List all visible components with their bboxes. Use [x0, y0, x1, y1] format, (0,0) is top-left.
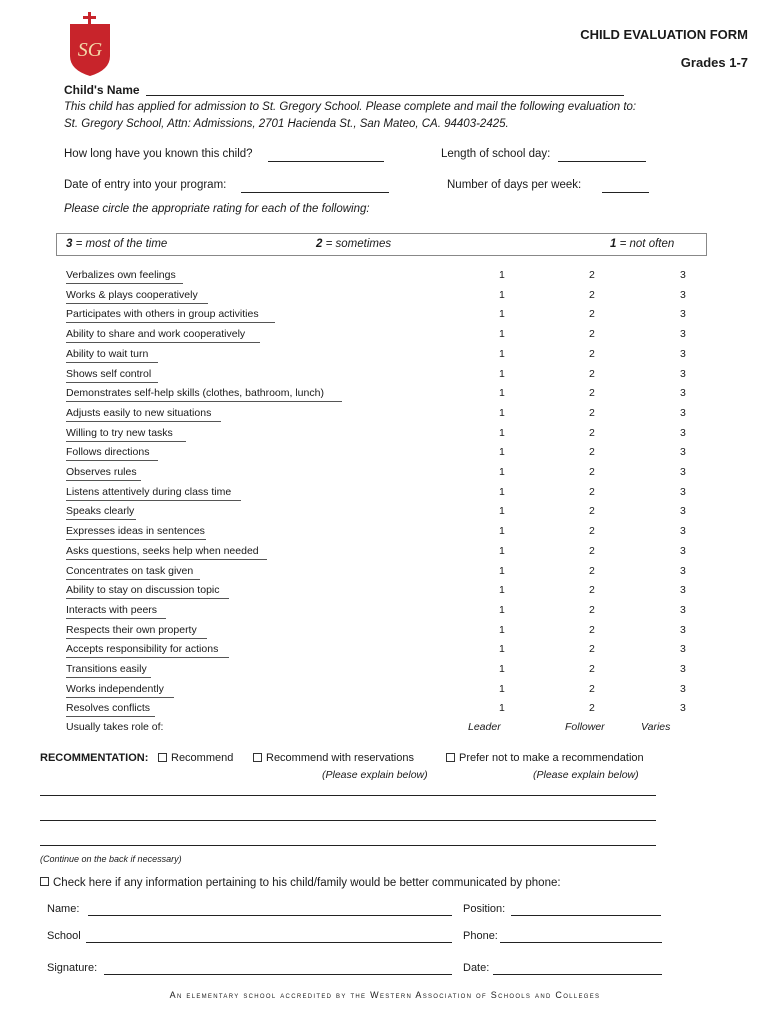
rating-item-label: Resolves conflicts [66, 702, 151, 715]
rating-item-underline [66, 539, 206, 540]
rating-option-1[interactable]: 1 [499, 367, 505, 380]
rating-option-3[interactable]: 3 [680, 564, 686, 577]
rating-row [66, 484, 686, 503]
rating-row [66, 681, 686, 700]
rating-option-3[interactable]: 3 [680, 544, 686, 557]
phone-label: Phone: [463, 930, 498, 942]
rating-legend [56, 233, 707, 256]
rating-item-underline [66, 322, 275, 323]
days-week-label: Number of days per week: [447, 179, 582, 191]
rating-option-2[interactable]: 2 [589, 702, 595, 715]
rating-option-1[interactable]: 1 [499, 643, 505, 656]
rating-option-2[interactable]: 2 [589, 406, 595, 419]
rating-option-3[interactable]: 3 [680, 269, 686, 281]
phone-field[interactable] [500, 942, 662, 943]
rating-row [66, 287, 686, 306]
rating-item-underline [66, 638, 207, 639]
rating-item-label: Verbalizes own feelings [66, 269, 176, 281]
rating-option-3[interactable]: 3 [680, 347, 686, 360]
rating-option-1[interactable]: 1 [499, 446, 505, 459]
rating-item-label: Interacts with peers [66, 603, 158, 616]
intro-line-2: St. Gregory School, Attn: Admissions, 2701 Hacienda St., San Mateo, CA. 94403-2425. [64, 118, 509, 130]
days-week-field[interactable] [602, 192, 649, 193]
rating-option-2[interactable]: 2 [589, 387, 595, 400]
recommend-option[interactable]: Recommend [158, 752, 233, 764]
rating-option-1[interactable]: 1 [499, 544, 505, 557]
intro-text [64, 99, 636, 133]
rating-option-3[interactable]: 3 [680, 525, 686, 538]
rating-option-2[interactable]: 2 [589, 584, 595, 597]
role-label: Usually takes role of: [66, 721, 164, 733]
rating-item-underline [66, 382, 158, 383]
rating-row [66, 622, 686, 641]
rating-row [66, 523, 686, 542]
rating-item-label: Observes rules [66, 466, 137, 478]
signature-field[interactable] [104, 974, 452, 975]
rating-item-underline [66, 559, 267, 560]
rating-row [66, 503, 686, 522]
explain-note-2: (Please explain below) [533, 769, 639, 781]
role-varies[interactable]: Varies [641, 721, 671, 733]
rating-item-label: Accepts responsibility for actions [66, 643, 219, 656]
form-title: CHILD EVALUATION FORM [580, 27, 748, 42]
school-field[interactable] [86, 942, 452, 943]
how-long-field[interactable] [268, 161, 384, 162]
rating-option-3[interactable]: 3 [680, 663, 686, 675]
legend-2: 2 = sometimes [316, 238, 392, 250]
rating-option-2[interactable]: 2 [589, 505, 595, 518]
rating-option-2[interactable]: 2 [589, 269, 595, 281]
rating-option-2[interactable]: 2 [589, 643, 595, 656]
rating-row [66, 267, 686, 286]
legend-3: 3 = most of the time [66, 238, 168, 250]
rating-row [66, 661, 686, 680]
rating-item-underline [66, 519, 136, 520]
rating-row [66, 700, 686, 719]
rating-row [66, 543, 686, 562]
rating-option-3[interactable]: 3 [680, 406, 686, 419]
rating-option-2[interactable]: 2 [589, 466, 595, 478]
continue-note: (Continue on the back if necessary) [40, 854, 182, 864]
explain-note-1: (Please explain below) [322, 769, 428, 781]
school-logo [66, 12, 114, 80]
intro-line-1: This child has applied for admission to St. Gregory School. Please complete and mail the following evaluation to: [64, 101, 637, 113]
rating-item-underline [66, 283, 183, 284]
recommend-reservations-option[interactable]: Recommend with reservations [253, 752, 414, 764]
rating-item-label: Listens attentively during class time [66, 485, 232, 498]
rating-option-3[interactable]: 3 [680, 426, 686, 439]
rating-row [66, 425, 686, 444]
rating-option-1[interactable]: 1 [499, 269, 505, 281]
rating-option-3[interactable]: 3 [680, 387, 686, 400]
rating-option-2[interactable]: 2 [589, 328, 595, 341]
rating-option-3[interactable]: 3 [680, 367, 686, 380]
checkbox-icon[interactable] [158, 753, 167, 762]
rating-option-2[interactable]: 2 [589, 367, 595, 380]
rating-option-1[interactable]: 1 [499, 426, 505, 439]
rating-item-label: Concentrates on task given [66, 564, 194, 577]
rating-item-underline [66, 441, 186, 442]
rating-item-underline [66, 618, 166, 619]
rating-item-underline [66, 460, 158, 461]
rating-option-1[interactable]: 1 [499, 682, 505, 695]
rating-item-label: Asks questions, seeks help when needed [66, 544, 259, 557]
rating-option-3[interactable]: 3 [680, 623, 686, 636]
rating-option-2[interactable]: 2 [589, 347, 595, 360]
rating-item-label: Works independently [66, 682, 164, 695]
rating-row [66, 405, 686, 424]
rating-option-3[interactable]: 3 [680, 505, 686, 518]
rating-item-label: Respects their own property [66, 623, 197, 636]
rating-option-3[interactable]: 3 [680, 603, 686, 616]
rating-option-2[interactable]: 2 [589, 564, 595, 577]
rating-option-2[interactable]: 2 [589, 485, 595, 498]
explanation-line-2[interactable] [40, 820, 656, 821]
rating-option-2[interactable]: 2 [589, 288, 595, 301]
rating-option-3[interactable]: 3 [680, 643, 686, 656]
role-follower[interactable]: Follower [565, 721, 605, 733]
rating-row [66, 385, 686, 404]
rating-option-1[interactable]: 1 [499, 525, 505, 538]
how-long-label: How long have you known this child? [64, 148, 253, 160]
length-day-field[interactable] [558, 161, 646, 162]
child-name-field[interactable] [146, 95, 624, 96]
rating-option-3[interactable]: 3 [680, 308, 686, 321]
rating-item-underline [66, 716, 155, 717]
rating-row [66, 641, 686, 660]
rating-option-1[interactable]: 1 [499, 485, 505, 498]
checkbox-icon[interactable] [446, 753, 455, 762]
rating-option-3[interactable]: 3 [680, 328, 686, 341]
rating-item-underline [66, 342, 260, 343]
accreditation-footer: An elementary school accredited by the Western Association of Schools and Colleges [169, 990, 601, 1000]
date-entry-label: Date of entry into your program: [64, 179, 227, 191]
rating-item-label: Works & plays cooperatively [66, 288, 198, 301]
rating-item-underline [66, 362, 158, 363]
position-label: Position: [463, 903, 506, 915]
rating-item-label: Ability to stay on discussion topic [66, 584, 220, 597]
rating-option-2[interactable]: 2 [589, 446, 595, 459]
rating-row [66, 602, 686, 621]
role-leader[interactable]: Leader [468, 721, 501, 733]
rating-item-underline [66, 421, 221, 422]
rating-option-1[interactable]: 1 [499, 466, 505, 478]
position-field[interactable] [511, 915, 661, 916]
rating-item-underline [66, 480, 141, 481]
rating-option-2[interactable]: 2 [589, 544, 595, 557]
rating-option-3[interactable]: 3 [680, 702, 686, 715]
length-day-label: Length of school day: [441, 148, 551, 160]
rating-option-2[interactable]: 2 [589, 525, 595, 538]
rating-item-label: Willing to try new tasks [66, 426, 173, 439]
rating-option-1[interactable]: 1 [499, 328, 505, 341]
rating-row [66, 444, 686, 463]
rating-option-2[interactable]: 2 [589, 663, 595, 675]
name-field[interactable] [88, 915, 452, 916]
rating-row [66, 464, 686, 483]
rating-item-underline [66, 677, 151, 678]
rating-option-1[interactable]: 1 [499, 505, 505, 518]
rating-option-2[interactable]: 2 [589, 623, 595, 636]
rating-option-1[interactable]: 1 [499, 288, 505, 301]
phone-checkbox-row[interactable]: Check here if any information pertaining to his child/family would be better communicated by phone: [40, 877, 561, 889]
rating-option-1[interactable]: 1 [499, 347, 505, 360]
name-label: Name: [47, 903, 80, 915]
rating-item-label: Expresses ideas in sentences [66, 525, 205, 538]
recommendation-label: RECOMMENTATION: [40, 752, 149, 764]
rating-option-3[interactable]: 3 [680, 446, 686, 459]
rating-option-3[interactable]: 3 [680, 466, 686, 478]
school-label: School [47, 930, 81, 942]
rating-option-1[interactable]: 1 [499, 702, 505, 715]
explanation-line-3[interactable] [40, 845, 656, 846]
rating-item-underline [66, 303, 208, 304]
rating-option-3[interactable]: 3 [680, 682, 686, 695]
checkbox-icon[interactable] [253, 753, 262, 762]
rating-item-underline [66, 401, 342, 402]
rating-option-1[interactable]: 1 [499, 663, 505, 675]
no-recommendation-option[interactable]: Prefer not to make a recommendation [446, 752, 644, 764]
rating-item-underline [66, 697, 174, 698]
rating-option-1[interactable]: 1 [499, 406, 505, 419]
rating-item-label: Shows self control [66, 367, 152, 380]
rating-option-1[interactable]: 1 [499, 603, 505, 616]
rating-option-3[interactable]: 3 [680, 584, 686, 597]
rating-option-3[interactable]: 3 [680, 288, 686, 301]
rating-option-1[interactable]: 1 [499, 308, 505, 321]
rating-row [66, 366, 686, 385]
rating-option-1[interactable]: 1 [499, 387, 505, 400]
rating-row [66, 326, 686, 345]
grades-label: Grades 1-7 [680, 55, 748, 70]
rating-row [66, 306, 686, 325]
rating-option-2[interactable]: 2 [589, 682, 595, 695]
rating-item-label: Transitions easily [66, 663, 147, 675]
rating-option-2[interactable]: 2 [589, 308, 595, 321]
rating-option-1[interactable]: 1 [499, 623, 505, 636]
rating-option-3[interactable]: 3 [680, 485, 686, 498]
rating-item-underline [66, 598, 229, 599]
rating-option-1[interactable]: 1 [499, 564, 505, 577]
rating-item-label: Follows directions [66, 446, 150, 459]
rating-item-label: Participates with others in group activities [66, 308, 259, 321]
rating-item-label: Demonstrates self-help skills (clothes, bathroom, lunch) [66, 387, 324, 400]
rating-item-label: Ability to share and work cooperatively [66, 328, 246, 341]
rating-row [66, 582, 686, 601]
rating-row [66, 563, 686, 582]
date-field[interactable] [493, 974, 662, 975]
rating-item-underline [66, 579, 200, 580]
rating-item-label: Ability to wait turn [66, 347, 149, 360]
rating-item-underline [66, 657, 229, 658]
checkbox-icon[interactable] [40, 877, 49, 886]
rating-row [66, 346, 686, 365]
logo-monogram: SG [77, 39, 103, 61]
rating-option-2[interactable]: 2 [589, 426, 595, 439]
explanation-line-1[interactable] [40, 795, 656, 796]
child-name-label: Child's Name [64, 83, 140, 97]
rating-item-underline [66, 500, 241, 501]
rating-item-label: Adjusts easily to new situations [66, 406, 212, 419]
date-label: Date: [463, 962, 490, 974]
signature-label: Signature: [47, 962, 98, 974]
circle-instruction: Please circle the appropriate rating for each of the following: [64, 203, 370, 215]
date-entry-field[interactable] [241, 192, 389, 193]
rating-option-1[interactable]: 1 [499, 584, 505, 597]
legend-1: 1 = not often [610, 238, 675, 250]
rating-option-2[interactable]: 2 [589, 603, 595, 616]
rating-item-label: Speaks clearly [66, 505, 135, 518]
